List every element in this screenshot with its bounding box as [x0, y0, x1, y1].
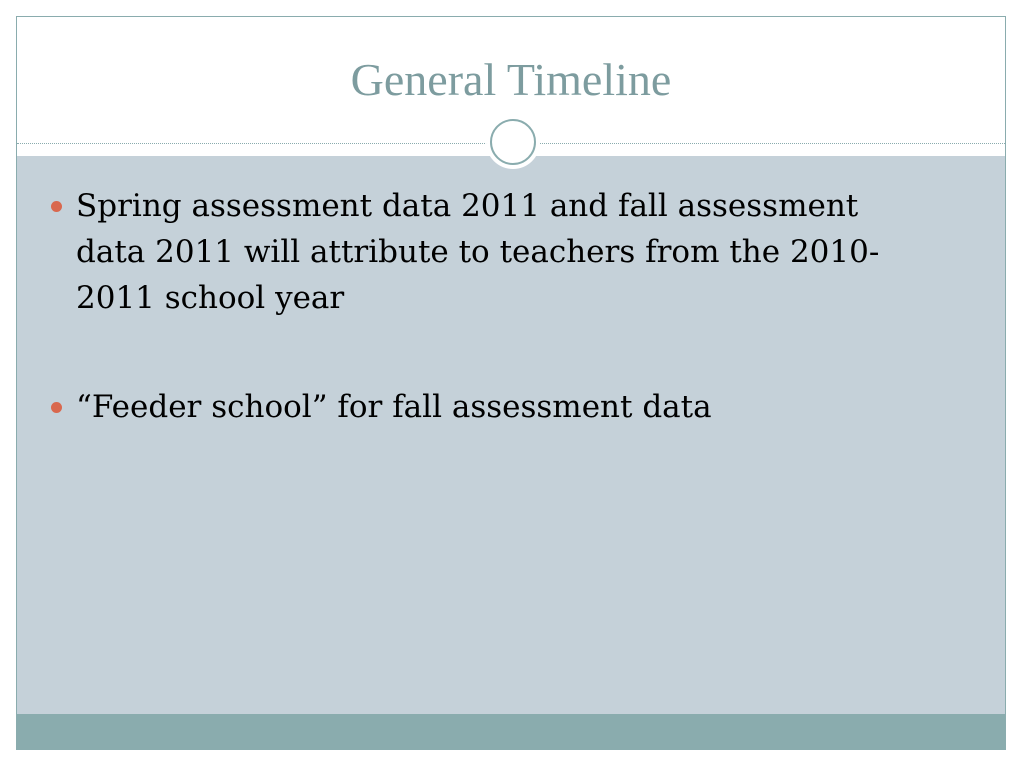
divider-circle-icon — [486, 115, 540, 169]
bullet-dot-icon — [51, 402, 62, 413]
bullet-text: Spring assessment data 2011 and fall assessment data 2011 will attribute to teachers from the 2010-2011 school year — [76, 188, 880, 316]
bullet-item — [17, 183, 1005, 321]
footer-band — [17, 714, 1005, 749]
slide — [16, 16, 1006, 750]
bullet-text: “Feeder school” for fall assessment data — [76, 389, 712, 425]
bullet-list — [17, 183, 1005, 430]
slide-title: General Timeline — [350, 54, 672, 105]
bullet-dot-icon — [51, 201, 62, 212]
bullet-item — [17, 384, 1005, 430]
divider-circle-ring — [490, 119, 536, 165]
